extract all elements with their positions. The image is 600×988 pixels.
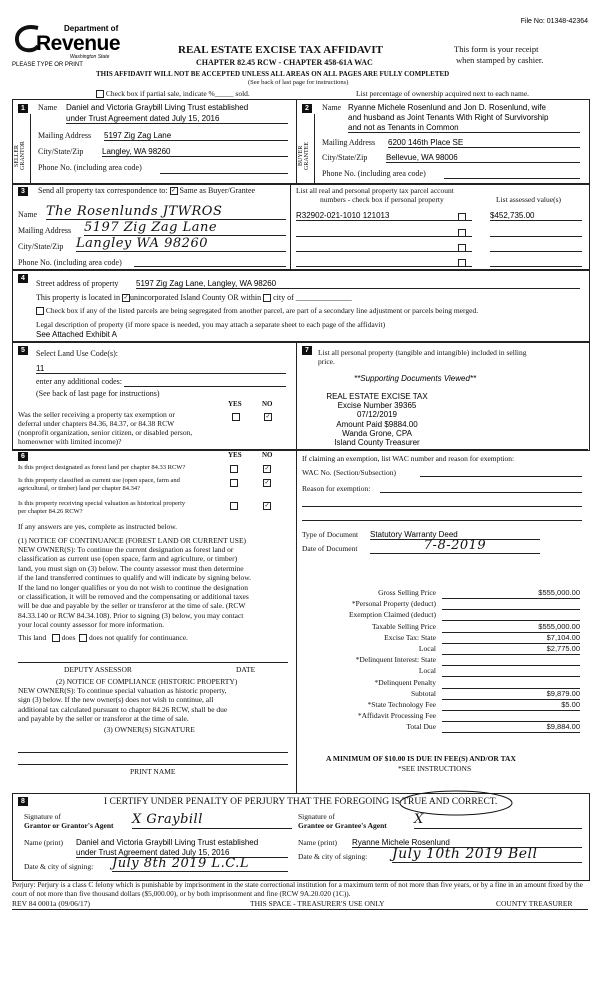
parcel-number[interactable]: R32902-021-1010 121013 <box>296 211 390 220</box>
notice-continuance-line-6: or classification, it will be removed and the compensating or additional taxes <box>18 592 249 602</box>
document-date[interactable]: 7-8-2019 <box>370 538 540 554</box>
s3-mail-label: Mailing Address <box>18 226 72 235</box>
seller-name-line1[interactable]: Daniel and Victoria Graybill Living Trust established <box>66 103 249 112</box>
seller-city-state-zip[interactable]: Langley, WA 98260 <box>102 147 288 157</box>
tax-row-label: *Personal Property (deduct) <box>351 599 436 609</box>
notice-compliance-title: (2) NOTICE OF COMPLIANCE (HISTORIC PROPERTY) <box>56 677 238 686</box>
tax-row-value[interactable]: $2,775.00 <box>442 644 580 655</box>
deputy-assessor-label: DEPUTY ASSESSOR <box>64 665 132 674</box>
notice-continuance-line-3: land, you must sign on (3) below. The county assessor must then determine <box>18 563 244 573</box>
section-7-number: 7 <box>302 346 312 355</box>
historic-no-checkbox[interactable]: ✓ <box>264 503 270 510</box>
tax-row-label: Local <box>418 643 436 653</box>
s1-mail-label: Mailing Address <box>38 131 92 140</box>
tax-row <box>302 599 586 610</box>
tax-row-value[interactable] <box>442 599 580 610</box>
city-checkbox[interactable] <box>263 294 271 302</box>
tax-row-value[interactable] <box>442 666 580 677</box>
section-1-number: 1 <box>18 104 28 113</box>
s5-see-back: (See back of last page for instructions) <box>36 389 160 398</box>
current-use-no-checkbox[interactable]: ✓ <box>264 480 270 487</box>
certification-statement: I CERTIFY UNDER PENALTY OF PERJURY THAT THE FOREGOING IS TRUE AND CORRECT. <box>104 797 498 807</box>
forest-yes-checkbox[interactable] <box>230 464 238 473</box>
grantor-date-label: Date & city of signing: <box>24 862 94 871</box>
section-3-number: 3 <box>18 187 28 196</box>
see-back-header: (See back of last page for instructions) <box>248 79 349 86</box>
current-use-yes-checkbox[interactable] <box>230 478 238 487</box>
treasurer-stamp <box>300 392 454 447</box>
property-location: This property is located in ✓unincorporated Island County OR within city of ______________ <box>36 293 352 302</box>
tax-row-label: Exemption Claimed (deduct) <box>348 610 436 620</box>
tax-row <box>302 666 586 677</box>
does-not-checkbox[interactable] <box>79 634 87 642</box>
stamp-line-2: Excise Number 39365 <box>337 401 417 411</box>
notice-continuance-line-1: NEW OWNER(S): To continue the current designation as forest land or <box>18 545 234 554</box>
wac-label: WAC No. (Section/Subsection) <box>302 468 396 477</box>
partial-sale-checkbox[interactable] <box>96 90 104 98</box>
segregated-parcel-line: Check box if any of the listed parcels are being segregated from another parcel, are part of a secondary line adjustment or parcels being merged. <box>36 306 478 315</box>
stamp-line-3: 07/12/2019 <box>356 410 398 420</box>
not-accepted-notice: THIS AFFIDAVIT WILL NOT BE ACCEPTED UNLESS ALL AREAS ON ALL PAGES ARE FULLY COMPLETED <box>96 70 450 78</box>
land-use-code[interactable]: 11 <box>36 364 286 374</box>
segregated-checkbox[interactable] <box>36 307 44 315</box>
grantor-date-city[interactable]: July 8th 2019 L.C.L <box>112 856 288 872</box>
agency-name: Revenue <box>36 32 121 55</box>
agency-state: Washington State <box>70 54 110 60</box>
grantee-name-print-label: Name (print) <box>298 838 337 847</box>
grantor-print-name-1[interactable]: Daniel and Victoria Graybill Living Trust established <box>76 838 259 847</box>
exemption-question: Was the seller receiving a property tax exemption or deferral under chapters 84.36, 84.37, or 84.38 RCW (nonprofit organization, senior citizen, or disabled person, homeowner with limited income)? <box>18 410 193 446</box>
tax-row-value[interactable]: $7,104.00 <box>442 633 580 644</box>
agency-line1: Department of <box>64 24 119 33</box>
personal-property-checkbox-1[interactable] <box>458 212 466 221</box>
tax-row-label: Subtotal <box>410 688 436 698</box>
additional-codes-label: enter any additional codes: <box>36 377 122 386</box>
buyer-name-line2[interactable]: and husband as Joint Tenants With Right of Survivorship <box>348 113 549 122</box>
unincorporated-checkbox[interactable]: ✓ <box>123 295 129 302</box>
buyer-mailing-address[interactable]: 6200 146th Place SE <box>388 138 580 148</box>
owner-signature-label: (3) OWNER(S) SIGNATURE <box>104 725 195 734</box>
street-address-label: Street address of property <box>36 279 119 288</box>
partial-sale-label: Check box if partial sale, indicate %_____ sold. <box>96 89 250 98</box>
grantee-print-name[interactable]: Ryanne Michele Rosenlund <box>352 838 582 848</box>
tax-row <box>302 700 586 711</box>
exemption-yes-checkbox[interactable] <box>232 412 240 421</box>
tax-row <box>302 610 586 621</box>
receipt-note-2: when stamped by cashier. <box>456 55 544 65</box>
tax-row-label: Total Due <box>406 722 436 732</box>
seller-grantor-label: SELLER GRANTOR <box>14 141 26 171</box>
s5-no-header: NO <box>262 400 273 408</box>
s2-city-label: City/State/Zip <box>322 153 368 162</box>
tax-row-label: Local <box>418 666 436 676</box>
treasurer-use-only: THIS SPACE - TREASURER'S USE ONLY <box>250 899 385 908</box>
grantee-date-label: Date & city of signing: <box>298 852 368 861</box>
personal-property-checkbox-3[interactable] <box>458 243 466 252</box>
does-checkbox[interactable] <box>52 634 60 642</box>
correspondence-name[interactable]: The Rosenlunds JTWROS <box>46 204 286 220</box>
same-as-buyer-checkbox[interactable]: ✓ <box>171 188 177 195</box>
grantor-print-name-2[interactable]: under Trust Agreement dated July 15, 2016 <box>76 848 288 858</box>
property-street-address[interactable]: 5197 Zig Zag Lane, Langley, WA 98260 <box>136 279 580 289</box>
personal-property-checkbox-4[interactable] <box>458 258 466 267</box>
assessed-value[interactable]: $452,735.00 <box>490 211 535 220</box>
form-chapter: CHAPTER 82.45 RCW - CHAPTER 458-61A WAC <box>196 58 373 67</box>
s1-phone-label: Phone No. (including area code) <box>38 163 142 172</box>
s6-yes-header: YES <box>228 451 242 459</box>
send-correspondence-label: Send all property tax correspondence to: ✓ Same as Buyer/Grantee <box>38 186 256 195</box>
current-use-question: Is this property classified as current use (open space, farm and agricultural, or timber) land per chapter 84.34? <box>18 477 180 492</box>
tax-row <box>302 588 586 599</box>
seller-mailing-address[interactable]: 5197 Zig Zag Lane <box>104 131 288 141</box>
minimum-due-notice: A MINIMUM OF $10.00 IS DUE IN FEE(S) AND/OR TAX <box>326 754 516 763</box>
tax-row-value[interactable] <box>442 678 580 689</box>
form-revision: REV 84 0001a (09/06/17) <box>12 899 90 908</box>
buyer-name-line1[interactable]: Ryanne Michele Rosenlund and Jon D. Rosenlund, wife <box>348 103 546 112</box>
tax-row <box>302 689 586 700</box>
tax-row-value[interactable] <box>442 655 580 666</box>
buyer-name-line3[interactable]: and not as Tenants in Common <box>348 123 580 133</box>
s2-name-label: Name <box>322 103 342 112</box>
reason-label: Reason for exemption: <box>302 484 371 493</box>
notice-compliance-line-2: sign (3) below. If the new owner(s) does not wish to continue, all <box>18 695 214 705</box>
legal-description-label: Legal description of property (if more space is needed, you may attach a separate sheet to each page of the affidavit) <box>36 320 386 329</box>
tax-row-label: Gross Selling Price <box>378 588 436 597</box>
forest-no-checkbox[interactable]: ✓ <box>264 466 270 473</box>
county-treasurer-label: COUNTY TREASURER <box>496 899 573 908</box>
claiming-exemption-label: If claiming an exemption, list WAC number and reason for exemption: <box>302 454 515 463</box>
personal-property-label: List all personal property (tangible and intangible) included in selling price. <box>318 348 527 366</box>
form-title: REAL ESTATE EXCISE TAX AFFIDAVIT <box>178 44 383 56</box>
notice-compliance-line-4: and payable by the seller or transferor at the time of sale. <box>18 714 189 724</box>
section-4-number: 4 <box>18 274 28 283</box>
section-5-number: 5 <box>18 346 28 355</box>
supporting-docs-viewed: **Supporting Documents Viewed** <box>354 374 477 383</box>
stamp-line-6: Island County Treasurer <box>334 438 420 448</box>
deputy-date-label: DATE <box>236 665 256 674</box>
grantor-name-print-label: Name (print) <box>24 838 63 847</box>
file-number: File No: 01348-42364 <box>520 18 588 25</box>
s3-phone-label: Phone No. (including area code) <box>18 258 122 267</box>
buyer-grantee-label: BUYER GRANTEE <box>298 142 310 170</box>
historic-question: Is this property receiving special valuation as historical property per chapter 84.26 RCW? <box>18 500 186 515</box>
tax-row-label: *Affidavit Processing Fee <box>357 711 436 721</box>
perjury-notice: Perjury: Perjury is a class C felony which is punishable by imprisonment in the state correctional institution for a maximum term of not more than five years, or by a fine in an amount fixed by the court of not more than five thousand dollars ($5,000.00), or by both imprisonment and fine (RCW 9A.20.020 (1C)). <box>12 880 583 898</box>
tax-row <box>302 644 586 655</box>
grantee-signature-label: Signature of Grantee or Grantee's Agent <box>298 812 387 830</box>
forest-land-question: Is this project designated as forest land per chapter 84.33 RCW? <box>18 464 186 471</box>
assessed-header: List assessed value(s) <box>496 195 561 204</box>
tax-row-value[interactable] <box>442 610 580 621</box>
correspondence-city[interactable]: Langley WA 98260 <box>76 236 286 252</box>
tax-calculation-table <box>302 588 586 733</box>
parcel-header-2: numbers - check box if personal property <box>320 195 444 204</box>
tax-row-value[interactable]: $555,000.00 <box>442 588 580 599</box>
notice-compliance-line-1: NEW OWNER(S): To continue special valuation as historic property, <box>18 686 227 695</box>
notice-continuance-title: (1) NOTICE OF CONTINUANCE (FOREST LAND OR CURRENT USE) <box>18 536 247 545</box>
s2-mail-label: Mailing Address <box>322 138 376 147</box>
s1-city-label: City/State/Zip <box>38 147 84 156</box>
land-qualify-line: This land does does not qualify for continuance. <box>18 633 188 642</box>
s1-name-label: Name <box>38 103 58 112</box>
parcel-header-1: List all real and personal property tax parcel account <box>296 186 454 195</box>
list-percentage-note: List percentage of ownership acquired next to each name. <box>356 89 530 98</box>
notice-continuance-line-4: if the land transferred continues to qualify and will indicate by signing below. <box>18 573 251 583</box>
stamp-line-4: Amount Paid $9884.00 <box>336 419 418 429</box>
tax-row-label: *State Technology Fee <box>367 699 436 709</box>
tax-row-label: *Delinquent Interest: State <box>355 655 436 665</box>
tax-row <box>302 622 586 633</box>
notice-compliance-line-3: additional tax calculated pursuant to chapter 84.26 RCW, shall be due <box>18 704 228 714</box>
tax-row <box>302 711 586 722</box>
see-instructions: *SEE INSTRUCTIONS <box>398 764 472 773</box>
personal-property-checkbox-2[interactable] <box>458 228 466 237</box>
buyer-city-state-zip[interactable]: Bellevue, WA 98006 <box>386 153 580 163</box>
notice-continuance-line-8: 84.33.140 or RCW 84.34.108). Prior to signing (3) below, you may contact <box>18 610 244 620</box>
exemption-no-checkbox[interactable]: ✓ <box>265 414 271 421</box>
s5-yes-header: YES <box>228 400 242 408</box>
s2-phone-label: Phone No. (including area code) <box>322 169 426 178</box>
section-8-number: 8 <box>18 797 28 806</box>
tax-row-value[interactable]: $9,879.00 <box>442 689 580 700</box>
notice-continuance-line-2: classification as current use (open space, farm and agriculture, or timber) <box>18 554 238 564</box>
tax-row-label: *Delinquent Penalty <box>374 677 436 687</box>
notice-continuance-line-7: will be due and payable by the seller or transferor at the time of sale. (RCW <box>18 601 246 611</box>
section-2-number: 2 <box>302 104 312 113</box>
tax-row <box>302 678 586 689</box>
stamp-line-1: REAL ESTATE EXCISE TAX <box>326 392 428 401</box>
tax-row-value[interactable]: $555,000.00 <box>442 622 580 633</box>
notice-compliance-text <box>18 686 294 724</box>
notice-continuance-line-9: your local county assessor for more information. <box>18 620 165 630</box>
tax-row-value[interactable]: $9,884.00 <box>442 722 580 733</box>
print-name-label: PRINT NAME <box>130 767 176 776</box>
tax-row <box>302 722 586 733</box>
s6-no-header: NO <box>262 451 273 459</box>
grantee-date-city[interactable]: July 10th 2019 Bell <box>392 846 582 863</box>
grantee-signature[interactable]: X <box>414 812 582 829</box>
document-type[interactable]: Statutory Warranty Deed <box>370 530 540 540</box>
tax-row-value[interactable]: $5.00 <box>442 700 580 711</box>
land-use-label: Select Land Use Code(s): <box>36 349 118 358</box>
seller-name-line2[interactable]: under Trust Agreement dated July 15, 2016 <box>66 114 288 124</box>
legal-description[interactable]: See Attached Exhibit A <box>36 330 117 339</box>
notice-continuance-text <box>18 545 294 630</box>
s3-city-label: City/State/Zip <box>18 242 64 251</box>
correspondence-mailing[interactable]: 5197 Zig Zag Lane <box>84 220 286 236</box>
tax-row <box>302 633 586 644</box>
if-yes-instruction: If any answers are yes, complete as instructed below. <box>18 522 178 531</box>
historic-yes-checkbox[interactable] <box>230 501 238 510</box>
stamp-line-5: Wanda Grone, CPA <box>342 428 412 438</box>
tax-row-value[interactable] <box>442 711 580 722</box>
grantor-signature-label: Signature of Grantor or Grantor's Agent <box>24 812 114 830</box>
tax-row-label: Excise Tax: State <box>384 632 436 642</box>
s3-name-label: Name <box>18 210 38 219</box>
section-6-number: 6 <box>18 452 28 461</box>
grantor-signature[interactable]: X Graybill <box>132 812 292 829</box>
tax-row-label: Taxable Selling Price <box>371 621 436 631</box>
type-or-print: PLEASE TYPE OR PRINT <box>12 62 83 68</box>
doc-type-label: Type of Document <box>302 530 359 539</box>
tax-row <box>302 655 586 666</box>
receipt-note-1: This form is your receipt <box>454 44 539 54</box>
doc-date-label: Date of Document <box>302 544 358 553</box>
notice-continuance-line-5: If the land no longer qualifies or you do not wish to continue the designation <box>18 582 248 592</box>
